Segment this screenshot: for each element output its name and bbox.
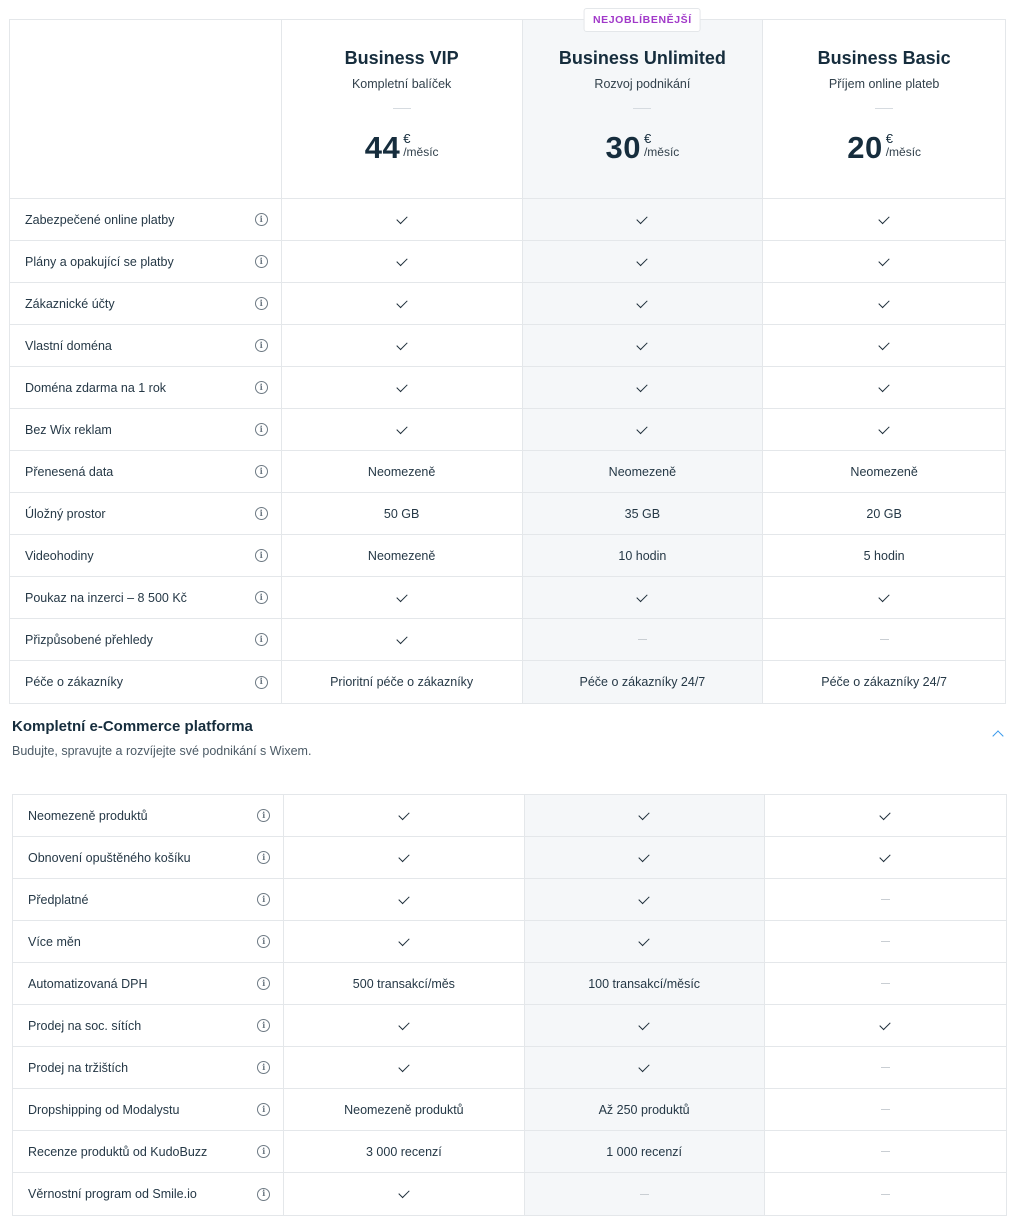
checkmark-icon xyxy=(638,934,649,945)
feature-value-cell xyxy=(282,661,523,703)
feature-value-cell xyxy=(525,795,765,836)
feature-value-cell xyxy=(763,199,1005,240)
info-icon[interactable]: i xyxy=(257,809,270,822)
feature-label: Vlastní doména xyxy=(25,338,112,353)
feature-label-cell xyxy=(13,879,284,920)
info-icon[interactable]: i xyxy=(255,633,268,646)
feature-label: Více měn xyxy=(28,934,81,949)
not-included-icon xyxy=(881,1194,890,1195)
price-period: /měsíc xyxy=(643,145,680,159)
checkmark-icon xyxy=(396,380,407,391)
feature-value-cell xyxy=(523,283,764,324)
feature-value-cell xyxy=(763,619,1005,660)
feature-value-cell xyxy=(763,451,1005,492)
feature-value: 3 000 recenzí xyxy=(366,1144,442,1159)
feature-value-cell xyxy=(763,367,1005,408)
price-currency: € xyxy=(403,131,411,146)
feature-label: Prodej na tržištích xyxy=(28,1060,129,1075)
plan-business-basic xyxy=(763,20,1005,198)
feature-label: Obnovení opuštěného košíku xyxy=(28,850,191,865)
feature-value-cell xyxy=(525,1173,765,1215)
feature-value-cell xyxy=(523,241,764,282)
feature-row xyxy=(13,795,1006,837)
feature-label-cell xyxy=(13,1089,284,1130)
feature-value-cell xyxy=(763,325,1005,366)
feature-value-cell xyxy=(765,837,1006,878)
checkmark-icon xyxy=(637,422,648,433)
feature-value-cell xyxy=(763,493,1005,534)
feature-value: 35 GB xyxy=(624,506,661,521)
feature-value-cell xyxy=(525,879,765,920)
feature-value-cell xyxy=(765,1005,1006,1046)
feature-value: 5 hodin xyxy=(863,548,905,563)
feature-label-cell xyxy=(13,1131,284,1172)
divider xyxy=(875,108,893,109)
feature-value-cell xyxy=(765,795,1006,836)
not-included-icon xyxy=(881,1109,890,1110)
ecommerce-table xyxy=(12,794,1007,1216)
feature-label: Plány a opakující se platby xyxy=(25,254,174,269)
feature-label-cell xyxy=(13,1047,284,1088)
feature-value-cell xyxy=(284,1047,524,1088)
feature-value-cell xyxy=(525,1131,765,1172)
feature-value-cell xyxy=(765,963,1006,1004)
feature-value: 500 transakcí/měs xyxy=(352,976,455,991)
feature-rows xyxy=(10,199,1005,703)
feature-row xyxy=(13,1005,1006,1047)
feature-label-cell xyxy=(10,577,282,618)
feature-row xyxy=(13,879,1006,921)
feature-label: Dropshipping od Modalystu xyxy=(28,1102,180,1117)
checkmark-icon xyxy=(638,1060,649,1071)
feature-row xyxy=(10,199,1005,241)
feature-value-cell xyxy=(525,1089,765,1130)
checkmark-icon xyxy=(637,212,648,223)
feature-value: 20 GB xyxy=(866,506,902,521)
price-amount: 44 xyxy=(364,130,401,165)
info-icon[interactable]: i xyxy=(255,549,268,562)
feature-label: Zákaznické účty xyxy=(25,296,115,311)
not-included-icon xyxy=(880,639,889,640)
feature-value-cell xyxy=(282,451,523,492)
checkmark-icon xyxy=(396,254,407,265)
feature-label-cell xyxy=(10,451,282,492)
info-icon[interactable]: i xyxy=(257,851,270,864)
header-spacer xyxy=(10,20,282,198)
feature-row xyxy=(10,661,1005,703)
plan-subtitle: Kompletní balíček xyxy=(351,77,452,91)
feature-value-cell xyxy=(765,1131,1006,1172)
divider xyxy=(393,108,411,109)
feature-label: Neomezeně produktů xyxy=(28,808,148,823)
feature-value-cell xyxy=(282,409,523,450)
checkmark-icon xyxy=(638,1018,649,1029)
checkmark-icon xyxy=(396,296,407,307)
plan-business-vip xyxy=(282,20,523,198)
ecommerce-feature-rows xyxy=(13,795,1006,1215)
checkmark-icon xyxy=(878,422,889,433)
checkmark-icon xyxy=(396,590,407,601)
checkmark-icon xyxy=(638,892,649,903)
info-icon[interactable]: i xyxy=(257,1061,270,1074)
checkmark-icon xyxy=(637,338,648,349)
plan-price xyxy=(763,132,1005,163)
feature-row xyxy=(10,619,1005,661)
plans-header xyxy=(10,14,1005,199)
info-icon[interactable]: i xyxy=(257,977,270,990)
feature-value: Neomezeně xyxy=(608,464,677,479)
info-icon[interactable]: i xyxy=(257,1145,270,1158)
feature-value-cell xyxy=(523,661,764,703)
not-included-icon xyxy=(640,1194,649,1195)
feature-value-cell xyxy=(763,283,1005,324)
feature-label: Prodej na soc. sítích xyxy=(28,1018,142,1033)
info-icon[interactable]: i xyxy=(255,676,268,689)
feature-value: 100 transakcí/měsíc xyxy=(588,976,701,991)
checkmark-icon xyxy=(398,934,409,945)
plan-name: Business Unlimited xyxy=(558,48,726,68)
divider xyxy=(633,108,651,109)
feature-label: Poukaz na inzerci – 8 500 Kč xyxy=(25,590,187,605)
not-included-icon xyxy=(881,941,890,942)
feature-value-cell xyxy=(284,1131,524,1172)
not-included-icon xyxy=(638,639,647,640)
feature-value-cell xyxy=(282,283,523,324)
checkmark-icon xyxy=(398,892,409,903)
feature-row xyxy=(13,837,1006,879)
feature-label: Bez Wix reklam xyxy=(25,422,112,437)
feature-value-cell xyxy=(523,619,764,660)
feature-row xyxy=(10,241,1005,283)
checkmark-icon xyxy=(638,850,649,861)
feature-label-cell xyxy=(10,325,282,366)
feature-row xyxy=(10,535,1005,577)
plan-business-unlimited xyxy=(523,14,764,198)
feature-value-cell xyxy=(523,535,764,576)
feature-row xyxy=(10,451,1005,493)
feature-label-cell xyxy=(13,963,284,1004)
feature-value-cell xyxy=(523,409,764,450)
feature-label: Zabezpečené online platby xyxy=(25,212,175,227)
checkmark-icon xyxy=(878,590,889,601)
checkmark-icon xyxy=(398,1060,409,1071)
feature-label: Věrnostní program od Smile.io xyxy=(28,1187,197,1201)
feature-value-cell xyxy=(525,837,765,878)
plan-subtitle: Příjem online plateb xyxy=(828,77,940,91)
feature-value-cell xyxy=(284,963,524,1004)
feature-label: Přenesená data xyxy=(25,464,114,479)
feature-label: Doména zdarma na 1 rok xyxy=(25,380,167,395)
feature-value-cell xyxy=(523,493,764,534)
checkmark-icon xyxy=(396,632,407,643)
checkmark-icon xyxy=(637,296,648,307)
feature-label-cell xyxy=(13,1173,284,1215)
feature-value: Neomezeně xyxy=(367,464,436,479)
checkmark-icon xyxy=(880,808,891,819)
feature-label: Úložný prostor xyxy=(25,506,106,521)
feature-value-cell xyxy=(282,577,523,618)
info-icon[interactable]: i xyxy=(255,297,268,310)
price-amount: 30 xyxy=(605,130,641,165)
feature-row xyxy=(10,577,1005,619)
feature-row xyxy=(13,1047,1006,1089)
feature-label-cell xyxy=(10,367,282,408)
feature-value-cell xyxy=(763,241,1005,282)
feature-value-cell xyxy=(765,921,1006,962)
not-included-icon xyxy=(881,1151,890,1152)
feature-value-cell xyxy=(525,1047,765,1088)
feature-value-cell xyxy=(282,241,523,282)
checkmark-icon xyxy=(398,1187,409,1198)
checkmark-icon xyxy=(637,380,648,391)
plan-price xyxy=(282,132,522,163)
feature-label-cell xyxy=(13,795,284,836)
info-icon[interactable]: i xyxy=(257,1103,270,1116)
ecommerce-section-header xyxy=(12,718,1007,758)
info-icon[interactable]: i xyxy=(257,1188,270,1201)
checkmark-icon xyxy=(638,808,649,819)
feature-label: Péče o zákazníky xyxy=(25,675,123,689)
feature-value-cell xyxy=(765,879,1006,920)
feature-label-cell xyxy=(13,837,284,878)
feature-value-cell xyxy=(282,199,523,240)
feature-value-cell xyxy=(282,367,523,408)
feature-value-cell xyxy=(765,1173,1006,1215)
feature-label: Recenze produktů od KudoBuzz xyxy=(28,1144,208,1159)
checkmark-icon xyxy=(398,850,409,861)
feature-value-cell xyxy=(284,879,524,920)
feature-value-cell xyxy=(282,493,523,534)
feature-label: Předplatné xyxy=(28,892,89,907)
feature-value: 50 GB xyxy=(383,506,420,521)
feature-value-cell xyxy=(763,577,1005,618)
checkmark-icon xyxy=(396,422,407,433)
feature-label-cell xyxy=(10,241,282,282)
feature-value-cell xyxy=(765,1089,1006,1130)
not-included-icon xyxy=(881,1067,890,1068)
feature-value-cell xyxy=(525,1005,765,1046)
feature-value: 1 000 recenzí xyxy=(606,1144,682,1159)
feature-label-cell xyxy=(10,283,282,324)
info-icon[interactable]: i xyxy=(255,339,268,352)
feature-value: 10 hodin xyxy=(618,548,667,563)
feature-value-cell xyxy=(284,795,524,836)
feature-label-cell xyxy=(10,619,282,660)
feature-value: Neomezeně produktů xyxy=(344,1102,464,1117)
not-included-icon xyxy=(881,899,890,900)
feature-value-cell xyxy=(284,1005,524,1046)
not-included-icon xyxy=(881,983,890,984)
feature-row xyxy=(10,409,1005,451)
plan-name: Business VIP xyxy=(344,48,459,68)
feature-label-cell xyxy=(10,661,282,703)
feature-label-cell xyxy=(10,535,282,576)
price-currency: € xyxy=(643,131,652,146)
plan-price xyxy=(523,132,763,163)
feature-value: Až 250 produktů xyxy=(598,1102,690,1117)
info-icon[interactable]: i xyxy=(255,213,268,226)
feature-value: Prioritní péče o zákazníky xyxy=(330,675,474,689)
feature-value: Neomezeně xyxy=(367,548,436,563)
checkmark-icon xyxy=(878,254,889,265)
info-icon[interactable]: i xyxy=(257,893,270,906)
feature-value-cell xyxy=(282,619,523,660)
info-icon[interactable]: i xyxy=(255,507,268,520)
info-icon[interactable]: i xyxy=(255,465,268,478)
feature-value-cell xyxy=(284,921,524,962)
info-icon[interactable]: i xyxy=(255,591,268,604)
checkmark-icon xyxy=(398,1018,409,1029)
checkmark-icon xyxy=(398,808,409,819)
feature-row xyxy=(13,921,1006,963)
checkmark-icon xyxy=(880,1018,891,1029)
feature-label-cell xyxy=(13,1005,284,1046)
feature-label: Přizpůsobené přehledy xyxy=(25,632,153,647)
price-period: /měsíc xyxy=(885,145,922,159)
plan-name: Business Basic xyxy=(817,48,951,68)
section-description: Budujte, spravujte a rozvíjejte své podnikání s Wixem. xyxy=(12,744,312,758)
price-currency: € xyxy=(885,131,893,146)
feature-value-cell xyxy=(523,367,764,408)
feature-row xyxy=(10,367,1005,409)
checkmark-icon xyxy=(637,254,648,265)
feature-value-cell xyxy=(523,451,764,492)
feature-value-cell xyxy=(525,963,765,1004)
info-icon[interactable]: i xyxy=(255,381,268,394)
feature-label: Automatizovaná DPH xyxy=(28,976,148,991)
checkmark-icon xyxy=(396,212,407,223)
feature-value-cell xyxy=(765,1047,1006,1088)
info-icon[interactable]: i xyxy=(257,1019,270,1032)
feature-value-cell xyxy=(763,409,1005,450)
price-amount: 20 xyxy=(847,130,883,165)
feature-value-cell xyxy=(523,577,764,618)
checkmark-icon xyxy=(396,338,407,349)
price-period: /měsíc xyxy=(403,145,439,159)
popular-badge: NEJOBLÍBENĚJŠÍ xyxy=(584,8,701,32)
feature-row xyxy=(13,1173,1006,1215)
checkmark-icon xyxy=(880,850,891,861)
feature-label: Videohodiny xyxy=(25,548,94,563)
feature-value: Péče o zákazníky 24/7 xyxy=(821,675,948,689)
feature-label-cell xyxy=(10,493,282,534)
feature-label-cell xyxy=(10,199,282,240)
feature-value: Neomezeně xyxy=(850,464,918,479)
section-title: Kompletní e-Commerce platforma xyxy=(12,718,253,735)
feature-row xyxy=(13,1089,1006,1131)
checkmark-icon xyxy=(878,380,889,391)
feature-row xyxy=(10,283,1005,325)
feature-value-cell xyxy=(525,921,765,962)
checkmark-icon xyxy=(637,590,648,601)
checkmark-icon xyxy=(878,212,889,223)
info-icon[interactable]: i xyxy=(255,423,268,436)
feature-value-cell xyxy=(523,199,764,240)
checkmark-icon xyxy=(878,338,889,349)
feature-value-cell xyxy=(282,325,523,366)
feature-value-cell xyxy=(763,535,1005,576)
feature-value-cell xyxy=(282,535,523,576)
feature-value-cell xyxy=(284,1089,524,1130)
feature-value-cell xyxy=(763,661,1005,703)
feature-label-cell xyxy=(10,409,282,450)
feature-value-cell xyxy=(284,1173,524,1215)
feature-row xyxy=(13,1131,1006,1173)
feature-value-cell xyxy=(523,325,764,366)
feature-row xyxy=(10,325,1005,367)
checkmark-icon xyxy=(878,296,889,307)
plan-subtitle: Rozvoj podnikání xyxy=(594,77,691,91)
info-icon[interactable]: i xyxy=(257,935,270,948)
feature-label-cell xyxy=(13,921,284,962)
feature-value-cell xyxy=(284,837,524,878)
pricing-table xyxy=(9,14,1006,704)
feature-row xyxy=(13,963,1006,1005)
feature-row xyxy=(10,493,1005,535)
feature-value: Péče o zákazníky 24/7 xyxy=(579,675,706,689)
info-icon[interactable]: i xyxy=(255,255,268,268)
